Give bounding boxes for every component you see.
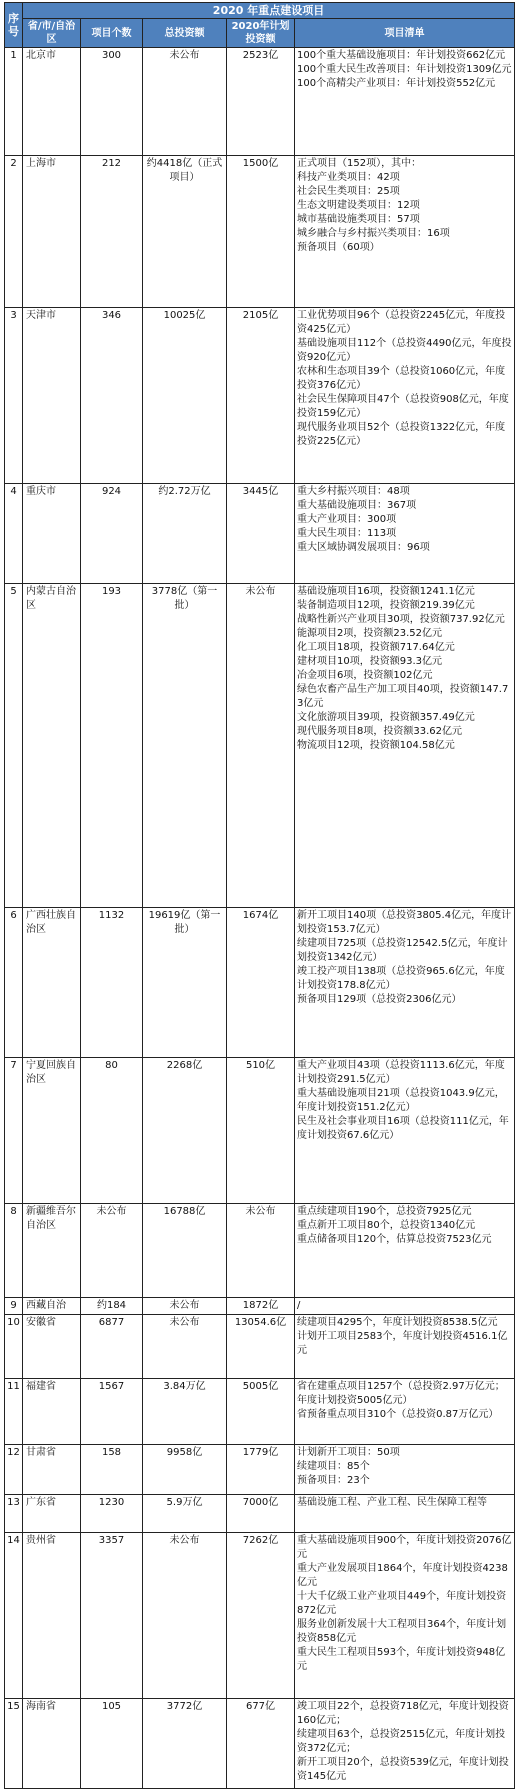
row-project-list bbox=[295, 1298, 515, 1315]
row-plan: 1674亿 bbox=[227, 908, 295, 1058]
row-province: 宁夏回族自治区 bbox=[23, 1058, 81, 1204]
table-row bbox=[5, 1315, 515, 1379]
project-list-item: 预备项目129项（总投资2306亿元） bbox=[297, 994, 462, 1005]
row-total: 9958亿 bbox=[143, 1445, 227, 1495]
row-plan: 2523亿 bbox=[227, 48, 295, 156]
row-province: 天津市 bbox=[23, 308, 81, 484]
project-list-item: 重大产业项目43项（总投资1113.6亿元，年度计划投资291.5亿元） bbox=[297, 1060, 505, 1085]
row-index: 15 bbox=[5, 1699, 23, 1789]
projects-table bbox=[4, 2, 515, 1789]
row-count: 105 bbox=[81, 1699, 143, 1789]
project-list-item: 重大区域协调发展项目：96项 bbox=[297, 542, 430, 553]
project-list-item: 竣工投产项目138项（总投资965.6亿元，年度计划投资178.8亿元） bbox=[297, 966, 505, 991]
row-count: 212 bbox=[81, 156, 143, 308]
row-plan: 1500亿 bbox=[227, 156, 295, 308]
project-list-item: 100个高精尖产业项目：年计划投资552亿元 bbox=[297, 78, 496, 89]
project-list-item: 基础设施工程、产业工程、民生保障工程等 bbox=[297, 1497, 487, 1508]
row-project-list bbox=[295, 48, 515, 156]
row-count: 1132 bbox=[81, 908, 143, 1058]
project-list-item: 社会民生保障项目47个（总投资908亿元，年度投资159亿元） bbox=[297, 394, 509, 419]
row-total: 未公布 bbox=[143, 48, 227, 156]
row-total: 2268亿 bbox=[143, 1058, 227, 1204]
row-total: 约4418亿（正式项目） bbox=[143, 156, 227, 308]
project-list-item: 100个重大基础设施项目：年计划投资662亿元 bbox=[297, 50, 506, 61]
row-province: 贵州省 bbox=[23, 1533, 81, 1699]
project-list-item: 生态文明建设类项目：12项 bbox=[297, 200, 420, 211]
row-index: 2 bbox=[5, 156, 23, 308]
row-index: 4 bbox=[5, 484, 23, 584]
row-index: 8 bbox=[5, 1204, 23, 1298]
table-row bbox=[5, 1533, 515, 1699]
project-list-item: 十大千亿级工业产业项目449个，年度计划投资872亿元 bbox=[297, 1591, 507, 1616]
total-header: 总投资额 bbox=[143, 19, 227, 48]
project-list-item: 社会民生类项目：25项 bbox=[297, 186, 400, 197]
row-count: 924 bbox=[81, 484, 143, 584]
row-index: 1 bbox=[5, 48, 23, 156]
project-list-item: 重大基础设施项目：367项 bbox=[297, 500, 417, 511]
row-project-list bbox=[295, 156, 515, 308]
table-row bbox=[5, 1204, 515, 1298]
project-list-item: 农林和生态项目39个（总投资1060亿元，年度投资376亿元） bbox=[297, 366, 506, 391]
project-list-item: 计划开工项目2583个，年度计划投资4516.1亿元 bbox=[297, 1331, 508, 1356]
project-list-item: 预备项目（60项） bbox=[297, 242, 380, 253]
row-plan: 13054.6亿 bbox=[227, 1315, 295, 1379]
row-plan: 1779亿 bbox=[227, 1445, 295, 1495]
project-list-item: 科技产业类项目：42项 bbox=[297, 172, 400, 183]
project-list-item: 现代服务业项目52个（总投资1322亿元，年度投资225亿元） bbox=[297, 422, 506, 447]
project-list-item: 物流项目12项，投资额104.58亿元 bbox=[297, 740, 455, 751]
project-list-item: 工业优势项目96个（总投资2245亿元，年度投资425亿元） bbox=[297, 310, 506, 335]
province-header: 省/市/自治区 bbox=[23, 19, 81, 48]
row-index: 12 bbox=[5, 1445, 23, 1495]
row-province: 广东省 bbox=[23, 1495, 81, 1533]
project-list-item: 重大产业项目：300项 bbox=[297, 514, 397, 525]
row-plan: 2105亿 bbox=[227, 308, 295, 484]
project-list-item: 续建项目：85个 bbox=[297, 1461, 370, 1472]
row-index: 5 bbox=[5, 584, 23, 908]
table-row bbox=[5, 584, 515, 908]
row-plan: 未公布 bbox=[227, 584, 295, 908]
row-count: 6877 bbox=[81, 1315, 143, 1379]
row-project-list bbox=[295, 308, 515, 484]
row-count: 193 bbox=[81, 584, 143, 908]
row-total: 19619亿（第一批） bbox=[143, 908, 227, 1058]
project-list-item: 竣工项目22个，总投资718亿元，年度计划投资160亿元； bbox=[297, 1701, 509, 1726]
project-list-item: 重点新开工项目80个，总投资1340亿元 bbox=[297, 1220, 476, 1231]
row-count: 1567 bbox=[81, 1379, 143, 1445]
row-total: 5.9万亿 bbox=[143, 1495, 227, 1533]
project-list-item: 重大民生项目：113项 bbox=[297, 528, 397, 539]
row-total: 3772亿 bbox=[143, 1699, 227, 1789]
row-index: 13 bbox=[5, 1495, 23, 1533]
project-list-item: / bbox=[297, 1300, 301, 1311]
row-count: 346 bbox=[81, 308, 143, 484]
row-total: 未公布 bbox=[143, 1298, 227, 1315]
count-header: 项目个数 bbox=[81, 19, 143, 48]
row-index: 11 bbox=[5, 1379, 23, 1445]
row-total: 未公布 bbox=[143, 1315, 227, 1379]
row-plan: 7000亿 bbox=[227, 1495, 295, 1533]
row-province: 北京市 bbox=[23, 48, 81, 156]
row-total: 3.84万亿 bbox=[143, 1379, 227, 1445]
row-index: 9 bbox=[5, 1298, 23, 1315]
project-list-item: 重大乡村振兴项目：48项 bbox=[297, 486, 410, 497]
project-list-item: 化工项目18项，投资额717.64亿元 bbox=[297, 642, 455, 653]
table-row bbox=[5, 1495, 515, 1533]
table-row bbox=[5, 308, 515, 484]
list-header: 项目清单 bbox=[295, 19, 515, 48]
row-province: 新疆维吾尔自治区 bbox=[23, 1204, 81, 1298]
row-province: 广西壮族自治区 bbox=[23, 908, 81, 1058]
row-count: 158 bbox=[81, 1445, 143, 1495]
project-list-item: 冶金项目6项，投资额102亿元 bbox=[297, 670, 433, 681]
project-list-item: 计划新开工项目：50项 bbox=[297, 1447, 400, 1458]
project-list-item: 文化旅游项目39项，投资额357.49亿元 bbox=[297, 712, 475, 723]
row-plan: 未公布 bbox=[227, 1204, 295, 1298]
table-row bbox=[5, 1058, 515, 1204]
row-plan: 7262亿 bbox=[227, 1533, 295, 1699]
row-project-list bbox=[295, 1699, 515, 1789]
row-project-list bbox=[295, 1379, 515, 1445]
row-project-list bbox=[295, 1058, 515, 1204]
project-list-item: 续建项目63个，总投资2515亿元，年度计划投资372亿元； bbox=[297, 1729, 506, 1754]
row-index: 6 bbox=[5, 908, 23, 1058]
row-plan: 3445亿 bbox=[227, 484, 295, 584]
row-total: 10025亿 bbox=[143, 308, 227, 484]
project-list-item: 正式项目（152项），其中： bbox=[297, 158, 422, 169]
table-row bbox=[5, 1298, 515, 1315]
row-total: 约2.72万亿 bbox=[143, 484, 227, 584]
project-list-item: 基础设施项目112个（总投资4490亿元，年度投资920亿元） bbox=[297, 338, 512, 363]
project-list-item: 建材项目10项，投资额93.3亿元 bbox=[297, 656, 442, 667]
project-list-item: 100个重大民生改善项目：年计划投资1309亿元 bbox=[297, 64, 512, 75]
project-list-item: 省预备重点项目310个（总投资0.87万亿元） bbox=[297, 1409, 499, 1420]
table-row bbox=[5, 484, 515, 584]
project-list-item: 重点续建项目190个，总投资7925亿元 bbox=[297, 1206, 472, 1217]
project-list-item: 战略性新兴产业项目30项，投资额737.92亿元 bbox=[297, 614, 505, 625]
row-province: 福建省 bbox=[23, 1379, 81, 1445]
row-total: 3778亿（第一批） bbox=[143, 584, 227, 908]
row-province: 重庆市 bbox=[23, 484, 81, 584]
table-title-row bbox=[5, 3, 515, 19]
row-total: 16788亿 bbox=[143, 1204, 227, 1298]
project-list-item: 续建项目725项（总投资12542.5亿元，年度计划投资1342亿元） bbox=[297, 938, 508, 963]
project-list-item: 基础设施项目16项，投资额1241.1亿元 bbox=[297, 586, 475, 597]
project-list-item: 服务业创新发展十大工程项目364个，年度计划投资858亿元 bbox=[297, 1619, 507, 1644]
table-wrapper bbox=[4, 2, 514, 1789]
row-count: 3357 bbox=[81, 1533, 143, 1699]
row-count: 80 bbox=[81, 1058, 143, 1204]
project-list-item: 装备制造项目12项，投资额219.39亿元 bbox=[297, 600, 475, 611]
row-project-list bbox=[295, 908, 515, 1058]
project-list-item: 重大基础设施项目900个，年度计划投资2076亿元 bbox=[297, 1535, 512, 1560]
row-province: 安徽省 bbox=[23, 1315, 81, 1379]
project-list-item: 重点储备项目120个，估算总投资7523亿元 bbox=[297, 1234, 492, 1245]
row-project-list bbox=[295, 1445, 515, 1495]
table-row bbox=[5, 908, 515, 1058]
table-row bbox=[5, 48, 515, 156]
row-province: 上海市 bbox=[23, 156, 81, 308]
row-province: 甘肃省 bbox=[23, 1445, 81, 1495]
table-title: 2020 年重点建设项目 bbox=[23, 3, 515, 19]
row-plan: 5005亿 bbox=[227, 1379, 295, 1445]
table-header-row bbox=[5, 19, 515, 48]
project-list-item: 城市基础设施类项目：57项 bbox=[297, 214, 420, 225]
row-project-list bbox=[295, 1315, 515, 1379]
project-list-item: 重大产业发展项目1864个，年度计划投资4238亿元 bbox=[297, 1563, 508, 1588]
row-count: 约184 bbox=[81, 1298, 143, 1315]
row-index: 3 bbox=[5, 308, 23, 484]
table-body bbox=[5, 48, 515, 1789]
project-list-item: 预备项目：23个 bbox=[297, 1475, 370, 1486]
row-plan: 510亿 bbox=[227, 1058, 295, 1204]
row-project-list bbox=[295, 1533, 515, 1699]
project-list-item: 绿色农畜产品生产加工项目40项，投资额147.73亿元 bbox=[297, 684, 509, 709]
project-list-item: 新开工项目20个，总投资539亿元，年度计划投资145亿元 bbox=[297, 1757, 509, 1782]
row-project-list bbox=[295, 584, 515, 908]
row-plan: 1872亿 bbox=[227, 1298, 295, 1315]
row-province: 海南省 bbox=[23, 1699, 81, 1789]
project-list-item: 城乡融合与乡村振兴类项目：16项 bbox=[297, 228, 450, 239]
project-list-item: 重大民生工程项目593个，年度计划投资948亿元 bbox=[297, 1647, 506, 1672]
row-count: 未公布 bbox=[81, 1204, 143, 1298]
row-count: 300 bbox=[81, 48, 143, 156]
plan-header: 2020年计划投资额 bbox=[227, 19, 295, 48]
row-province: 内蒙古自治区 bbox=[23, 584, 81, 908]
table-row bbox=[5, 1379, 515, 1445]
project-list-item: 现代服务项目8项，投资额33.62亿元 bbox=[297, 726, 462, 737]
table-row bbox=[5, 1699, 515, 1789]
project-list-item: 省在建重点项目1257个（总投资2.97万亿元；年度计划投资5005亿元） bbox=[297, 1381, 505, 1406]
index-header: 序号 bbox=[5, 3, 23, 48]
project-list-item: 续建项目4295个，年度计划投资8538.5亿元 bbox=[297, 1317, 498, 1328]
project-list-item: 能源项目2项，投资额23.52亿元 bbox=[297, 628, 442, 639]
row-province: 西藏自治 bbox=[23, 1298, 81, 1315]
project-list-item: 民生及社会事业项目16项（总投资111亿元，年度计划投资67.6亿元） bbox=[297, 1116, 509, 1141]
project-list-item: 新开工项目140项（总投资3805.4亿元，年度计划投资153.7亿元） bbox=[297, 910, 512, 935]
row-plan: 677亿 bbox=[227, 1699, 295, 1789]
table-row bbox=[5, 156, 515, 308]
row-index: 10 bbox=[5, 1315, 23, 1379]
row-project-list bbox=[295, 484, 515, 584]
row-count: 1230 bbox=[81, 1495, 143, 1533]
table-row bbox=[5, 1445, 515, 1495]
row-project-list bbox=[295, 1495, 515, 1533]
project-list-item: 重大基础设施项目21项（总投资1043.9亿元，年度计划投资151.2亿元） bbox=[297, 1088, 505, 1113]
row-index: 14 bbox=[5, 1533, 23, 1699]
row-index: 7 bbox=[5, 1058, 23, 1204]
row-project-list bbox=[295, 1204, 515, 1298]
row-total: 未公布 bbox=[143, 1533, 227, 1699]
